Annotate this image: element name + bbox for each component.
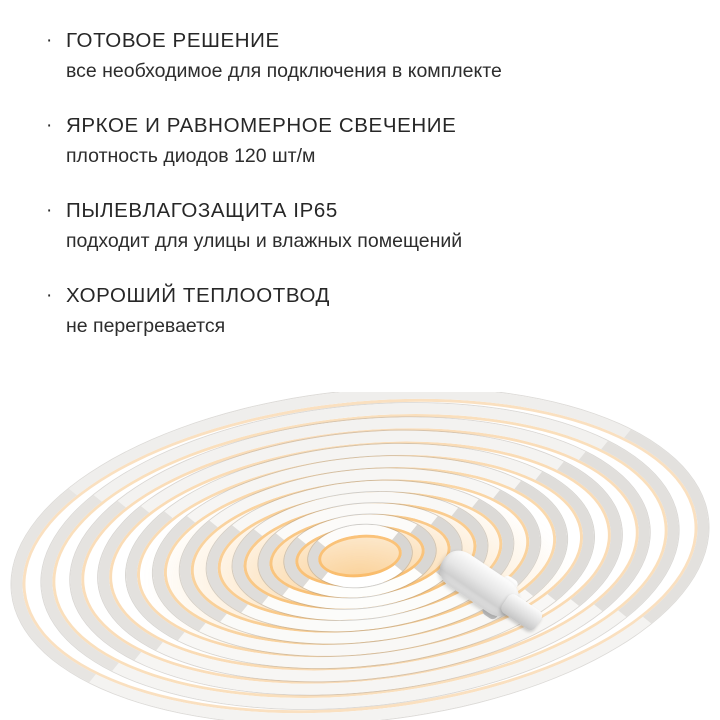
- feature-subtitle-4: не перегревается: [66, 315, 226, 337]
- feature-subtitle-3: подходит для улицы и влажных помещений: [66, 230, 463, 252]
- product-photo: [0, 392, 720, 720]
- feature-text-2: [66, 111, 684, 171]
- connector-tip: [499, 592, 544, 633]
- feature-title-2: ЯРКОЕ И РАВНОМЕРНОЕ СВЕЧЕНИЕ: [66, 114, 457, 137]
- bullet-icon: ·: [46, 200, 53, 221]
- feature-text-3: [66, 196, 684, 256]
- photo-bottom-fade: [0, 696, 720, 720]
- bullet-icon: ·: [46, 30, 53, 51]
- feature-title-1: ГОТОВОЕ РЕШЕНИЕ: [66, 29, 280, 52]
- feature-item-2: [44, 111, 684, 171]
- feature-subtitle-2: плотность диодов 120 шт/м: [66, 145, 316, 167]
- bullet-icon: ·: [46, 285, 53, 306]
- feature-list: [44, 26, 684, 366]
- feature-item-1: [44, 26, 684, 86]
- feature-item-3: [44, 196, 684, 256]
- feature-subtitle-1: все необходимое для подключения в комплекте: [66, 60, 502, 82]
- bullet-icon: ·: [46, 115, 53, 136]
- led-strip-coil: [0, 392, 720, 720]
- feature-title-4: ХОРОШИЙ ТЕПЛООТВОД: [66, 284, 331, 307]
- feature-item-4: [44, 281, 684, 341]
- feature-title-3: ПЫЛЕВЛАГОЗАЩИТА IP65: [66, 199, 338, 222]
- feature-text-4: [66, 281, 684, 341]
- feature-text-1: [66, 26, 684, 86]
